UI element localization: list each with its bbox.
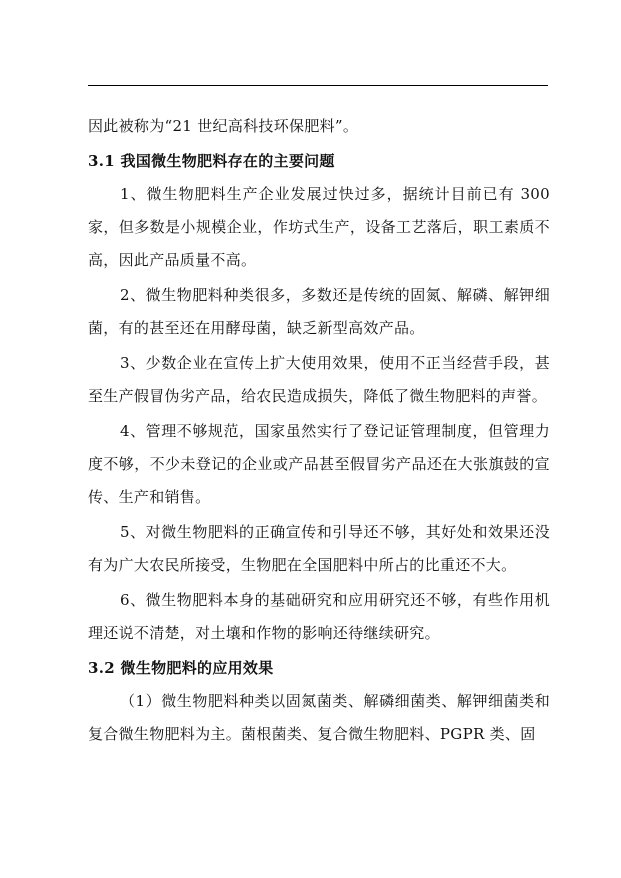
header-rule: [88, 85, 548, 86]
section-3-1-paragraph-3: 3、少数企业在宣传上扩大使用效果，使用不正当经营手段，甚至生产假冒伪劣产品，给农民造成损失，降低了微生物肥料的声誉。: [88, 354, 550, 405]
section-3-1-paragraph-4: 4、管理不够规范，国家虽然实行了登记证管理制度，但管理力度不够，不少未登记的企业或产品甚至假冒劣产品还在大张旗鼓的宣传、生产和销售。: [88, 422, 550, 506]
document-body: [88, 110, 550, 753]
section-3-1-paragraph-5: 5、对微生物肥料的正确宣传和引导还不够，其好处和效果还没有为广大农民所接受，生物肥在全国肥料中所占的比重还不大。: [88, 523, 550, 574]
section-3-1-heading: 3.1 我国微生物肥料存在的主要问题: [88, 152, 335, 170]
continuation-paragraph: 因此被称为“21 世纪高科技环保肥料”。: [88, 117, 359, 135]
section-3-1-paragraph-1: 1、微生物肥料生产企业发展过快过多，据统计目前已有 300 家，但多数是小规模企业，作坊式生产，设备工艺落后，职工素质不高，因此产品质量不高。: [88, 185, 550, 269]
section-3-2-paragraph-1: （1）微生物肥料种类以固氮菌类、解磷细菌类、解钾细菌类和复合微生物肥料为主。菌根菌类、复合微生物肥料、PGPR 类、固: [88, 692, 550, 743]
section-3-2-heading: 3.2 微生物肥料的应用效果: [88, 659, 274, 677]
section-3-1-paragraph-2: 2、微生物肥料种类很多，多数还是传统的固氮、解磷、解钾细菌，有的甚至还在用酵母菌，缺乏新型高效产品。: [88, 286, 550, 337]
section-3-1-paragraph-6: 6、微生物肥料本身的基础研究和应用研究还不够，有些作用机理还说不清楚，对土壤和作物的影响还待继续研究。: [88, 591, 550, 642]
